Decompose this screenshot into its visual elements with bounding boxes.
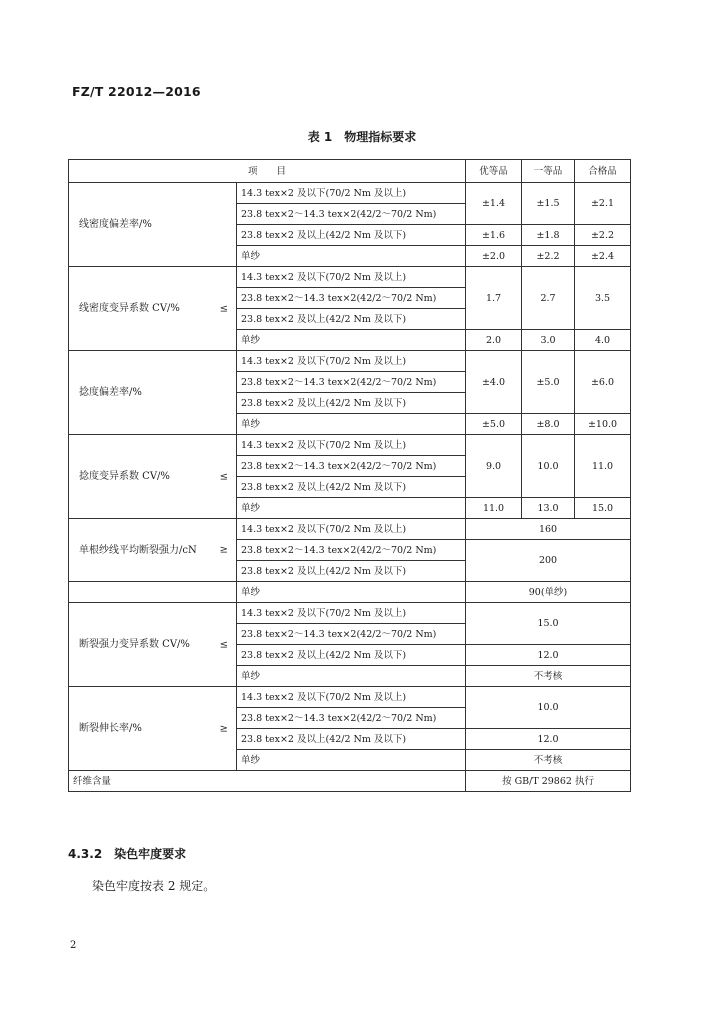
value-cell: ±2.2 bbox=[575, 225, 631, 246]
spec-cell: 单纱 bbox=[237, 246, 466, 267]
comparison-symbol: ≤ bbox=[219, 471, 228, 482]
spec-cell: 单纱 bbox=[237, 750, 466, 771]
spec-cell: 14.3 tex×2 及以下(70/2 Nm 及以上) bbox=[237, 687, 466, 708]
spec-cell: 14.3 tex×2 及以下(70/2 Nm 及以上) bbox=[237, 183, 466, 204]
value-cell: 160 bbox=[466, 519, 631, 540]
value-cell: ±5.0 bbox=[522, 351, 575, 414]
spec-cell: 23.8 tex×2 及以上(42/2 Nm 及以下) bbox=[237, 729, 466, 750]
value-cell: 15.0 bbox=[575, 498, 631, 519]
value-cell: 10.0 bbox=[466, 687, 631, 729]
header-item: 项 目 bbox=[69, 160, 466, 183]
value-cell: 12.0 bbox=[466, 645, 631, 666]
table-row bbox=[69, 771, 631, 792]
physical-requirements-table bbox=[68, 159, 631, 792]
spec-cell: 14.3 tex×2 及以下(70/2 Nm 及以上) bbox=[237, 435, 466, 456]
section-text: 染色牢度按表 2 规定。 bbox=[92, 879, 216, 893]
value-cell: ±5.0 bbox=[466, 414, 522, 435]
value-cell: 2.0 bbox=[466, 330, 522, 351]
table-row bbox=[69, 687, 631, 708]
value-cell: ±10.0 bbox=[575, 414, 631, 435]
value-cell: 3.5 bbox=[575, 267, 631, 330]
header-grade-superior: 优等品 bbox=[466, 160, 522, 183]
spec-cell: 23.8 tex×2 及以上(42/2 Nm 及以下) bbox=[237, 645, 466, 666]
spec-cell: 23.8 tex×2～14.3 tex×2(42/2～70/2 Nm) bbox=[237, 540, 466, 561]
spec-cell: 23.8 tex×2 及以上(42/2 Nm 及以下) bbox=[237, 393, 466, 414]
value-cell: 90(单纱) bbox=[466, 582, 631, 603]
table-header-row bbox=[69, 160, 631, 183]
header-grade-qualified: 合格品 bbox=[575, 160, 631, 183]
group-name: 断裂伸长率/% ≥ bbox=[69, 687, 237, 771]
spec-cell: 14.3 tex×2 及以下(70/2 Nm 及以上) bbox=[237, 351, 466, 372]
section-title: 4.3.2 染色牢度要求 bbox=[68, 847, 187, 861]
comparison-symbol: ≤ bbox=[219, 639, 228, 650]
value-cell: ±1.6 bbox=[466, 225, 522, 246]
header-grade-first: 一等品 bbox=[522, 160, 575, 183]
page-number: 2 bbox=[70, 940, 77, 951]
standard-number: FZ/T 22012—2016 bbox=[72, 84, 201, 99]
spec-cell: 单纱 bbox=[237, 582, 466, 603]
spec-cell: 单纱 bbox=[237, 330, 466, 351]
value-cell: ±6.0 bbox=[575, 351, 631, 414]
value-cell: 13.0 bbox=[522, 498, 575, 519]
comparison-symbol: ≥ bbox=[219, 544, 228, 556]
value-cell: 不考核 bbox=[466, 750, 631, 771]
table-row bbox=[69, 582, 631, 603]
table-row bbox=[69, 435, 631, 456]
comparison-symbol: ≤ bbox=[219, 303, 228, 314]
value-cell: 3.0 bbox=[522, 330, 575, 351]
spec-cell: 23.8 tex×2～14.3 tex×2(42/2～70/2 Nm) bbox=[237, 708, 466, 729]
spec-cell: 23.8 tex×2 及以上(42/2 Nm 及以下) bbox=[237, 309, 466, 330]
fiber-content-value: 按 GB/T 29862 执行 bbox=[466, 771, 631, 792]
group-name: 捻度变异系数 CV/% ≤ bbox=[69, 435, 237, 519]
spec-cell: 14.3 tex×2 及以下(70/2 Nm 及以上) bbox=[237, 519, 466, 540]
spec-cell: 23.8 tex×2 及以上(42/2 Nm 及以下) bbox=[237, 561, 466, 582]
value-cell: ±2.0 bbox=[466, 246, 522, 267]
value-cell: 4.0 bbox=[575, 330, 631, 351]
spec-cell: 14.3 tex×2 及以下(70/2 Nm 及以上) bbox=[237, 267, 466, 288]
value-cell: ±4.0 bbox=[466, 351, 522, 414]
table-row bbox=[69, 519, 631, 540]
table-row bbox=[69, 351, 631, 372]
value-cell: 1.7 bbox=[466, 267, 522, 330]
value-cell: 12.0 bbox=[466, 729, 631, 750]
group-name: 断裂强力变异系数 CV/% ≤ bbox=[69, 603, 237, 687]
spec-cell: 14.3 tex×2 及以下(70/2 Nm 及以上) bbox=[237, 603, 466, 624]
group-name-empty bbox=[69, 582, 237, 603]
spec-cell: 23.8 tex×2～14.3 tex×2(42/2～70/2 Nm) bbox=[237, 204, 466, 225]
value-cell: ±1.5 bbox=[522, 183, 575, 225]
value-cell: ±8.0 bbox=[522, 414, 575, 435]
value-cell: 10.0 bbox=[522, 435, 575, 498]
value-cell: ±1.4 bbox=[466, 183, 522, 225]
table-row bbox=[69, 267, 631, 288]
spec-cell: 单纱 bbox=[237, 666, 466, 687]
spec-cell: 23.8 tex×2 及以上(42/2 Nm 及以下) bbox=[237, 225, 466, 246]
spec-cell: 23.8 tex×2～14.3 tex×2(42/2～70/2 Nm) bbox=[237, 456, 466, 477]
group-name: 线密度偏差率/% bbox=[69, 183, 237, 267]
value-cell: ±2.1 bbox=[575, 183, 631, 225]
group-name: 线密度变异系数 CV/% ≤ bbox=[69, 267, 237, 351]
value-cell: 11.0 bbox=[575, 435, 631, 498]
table-caption: 表 1 物理指标要求 bbox=[307, 130, 417, 144]
value-cell: 15.0 bbox=[466, 603, 631, 645]
comparison-symbol: ≥ bbox=[219, 723, 228, 734]
table-row bbox=[69, 603, 631, 624]
value-cell: ±1.8 bbox=[522, 225, 575, 246]
spec-cell: 单纱 bbox=[237, 414, 466, 435]
value-cell: 11.0 bbox=[466, 498, 522, 519]
group-name: 捻度偏差率/% bbox=[69, 351, 237, 435]
value-cell: ±2.4 bbox=[575, 246, 631, 267]
spec-cell: 单纱 bbox=[237, 498, 466, 519]
value-cell: 200 bbox=[466, 540, 631, 582]
spec-cell: 23.8 tex×2～14.3 tex×2(42/2～70/2 Nm) bbox=[237, 288, 466, 309]
spec-cell: 23.8 tex×2～14.3 tex×2(42/2～70/2 Nm) bbox=[237, 624, 466, 645]
spec-cell: 23.8 tex×2 及以上(42/2 Nm 及以下) bbox=[237, 477, 466, 498]
table-row bbox=[69, 183, 631, 204]
value-cell: 2.7 bbox=[522, 267, 575, 330]
spec-cell: 23.8 tex×2～14.3 tex×2(42/2～70/2 Nm) bbox=[237, 372, 466, 393]
value-cell: 9.0 bbox=[466, 435, 522, 498]
value-cell: 不考核 bbox=[466, 666, 631, 687]
fiber-content-label: 纤维含量 bbox=[69, 771, 466, 792]
value-cell: ±2.2 bbox=[522, 246, 575, 267]
group-name: 单根纱线平均断裂强力/cN ≥ bbox=[69, 519, 237, 582]
